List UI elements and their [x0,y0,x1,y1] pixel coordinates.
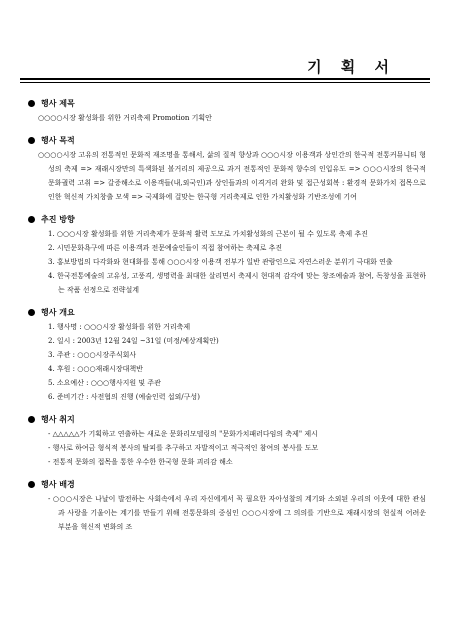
section-text: ○○○○시장 고유의 전통적인 문화적 재조명을 통해서, 삶의 질적 향상과 ○○○시장 이용객과 상인간의 한국적 전통커뮤니티 형성의 축제 => 재래시장만의 특색화된 볼거리의 제공으로 과거 전통적인 문화적 향수의 인입유도 => ○○○시장의 한국적 문화궐력 고취 => 갈증해소로 이용객들(내,외국인)과 상인들과의 이격거리 완화 및 접근성회복 : 환경적 문화가치 접목으로 인한 혁신적 가치창출 모색 => 국제화에 걸맞는 한국형 거리축제로 인한 가치활성화 기반조성에 기여 [38,151,426,201]
list-item: 3. 홍보방법의 다각화와 현대화를 통해 ○○○시장 이용객 전부가 일반 관람인으로 자연스러운 분위기 극대화 연출 [48,258,393,266]
section-heading: 행사 목적 [41,135,75,145]
title-rule-thick [20,78,430,80]
section-text: ○○○○시장 활성화를 위한 거리축제 Promotion 기획안 [38,114,212,122]
list-item: 1. ○○○시장 활성화를 위한 거리축제가 문화적 활력 도모로 가치활성화의 근본이 될 수 있도록 축제 추진 [48,230,368,238]
list-item: 1. 행사명 : ○○○시장 활성화를 위한 거리축제 [48,323,191,331]
document-title: 기 획 서 [307,58,396,76]
section-overview [28,307,426,404]
section-heading: 행사 배경 [41,479,75,489]
list-item: 4. 후원 : ○○○재래시장대책반 [48,365,143,373]
title-rule-thin [20,82,430,83]
list-item: - ○○○시장은 나날이 발전하는 사회속에서 우리 자신에게서 꼭 필요한 자아성찰의 계기와 소외된 우리의 이웃에 대한 관심과 사랑을 기울이는 계기를 만들기 위해 전통문화의 중심인 ○○○시장에 그 의의를 기반으로 재래시장의 현실적 어려운 부분을 혁신적 변화의 조 [48,495,426,531]
list-item: 2. 일시 : 2003년 12월 24일 ~31일 (미정/예상계획안) [48,337,219,345]
bullet-icon [28,100,35,107]
list-item: 3. 주관 : ○○○시장주식회사 [48,351,137,359]
bullet-icon [28,216,35,223]
list-item: 4. 한국전통예술의 고유성, 고풍격, 생명력을 최대한 살리면서 축제시 현대적 감각에 맞는 창조예술과 참여, 독창성을 표현하는 작품 선정으로 전략설계 [48,272,426,294]
list-item: - △△△△△가 기획하고 연출하는 새로운 문화리모델링의 "문화가치패러다임의 축제" 제시 [48,430,318,438]
bullet-icon [28,416,35,423]
section-heading: 추진 방향 [41,214,75,224]
list-item: - 행사로 하여금 형식적 봉사의 탈피를 추구하고 자발적이고 적극적인 참여의 봉사를 도모 [48,444,319,452]
list-item: 6. 준비기간 : 사전협의 진행 (예술인력 섭외/구성) [48,393,200,401]
list-item: 5. 소요예산 : ○○○행사지원 및 주관 [48,379,161,387]
bullet-icon [28,309,35,316]
section-heading: 행사 제목 [41,98,75,108]
section-direction [28,214,426,297]
section-intent [28,414,426,469]
bullet-icon [28,137,35,144]
section-event-title [28,98,426,125]
section-purpose [28,135,426,204]
list-item: - 전통적 문화의 접목을 통한 우수한 한국형 문화 괴리감 해소 [48,458,233,466]
document-body [28,98,426,542]
section-heading: 행사 취지 [41,414,75,424]
section-heading: 행사 개요 [41,307,75,317]
bullet-icon [28,481,35,488]
list-item: 2. 시민문화욕구에 따른 이용객과 전문예술인들이 직접 참여하는 축제로 추진 [48,244,283,252]
section-background [28,479,426,534]
